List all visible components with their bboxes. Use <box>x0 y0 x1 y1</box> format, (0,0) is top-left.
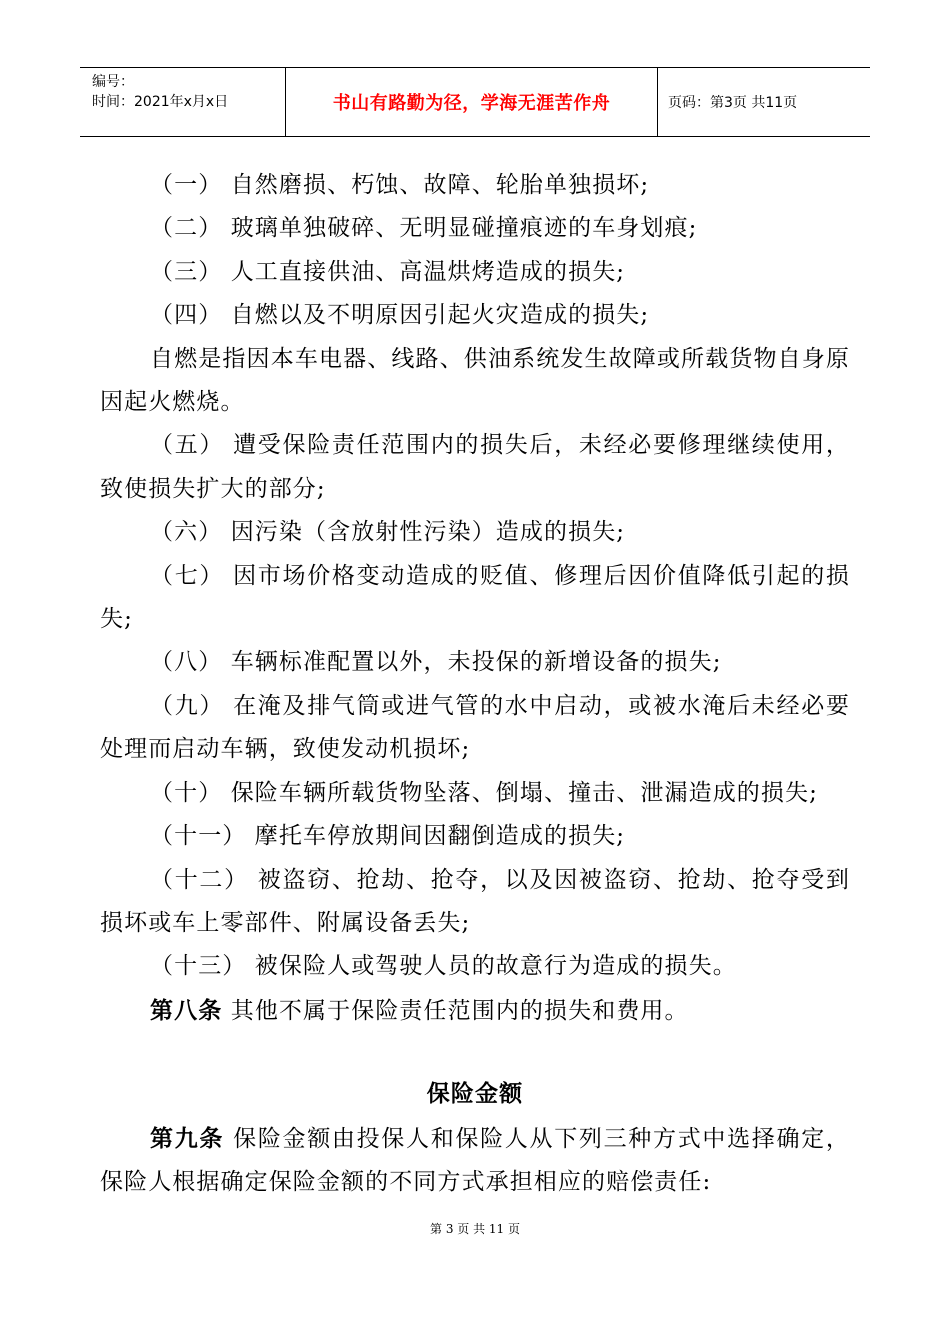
paragraph: （十三） 被保险人或驾驶人员的故意行为造成的损失。 <box>150 953 737 980</box>
paragraph: （八） 车辆标准配置以外，未投保的新增设备的损失; <box>150 649 722 676</box>
header-info <box>80 68 285 136</box>
page-header <box>80 67 870 137</box>
article-8-label: 第八条 <box>150 996 223 1024</box>
section-title: 保险金额 <box>426 1081 524 1108</box>
header-page-label: 页码：第3页 共11页 <box>668 95 798 111</box>
page-footer: 第 3 页 共 11 页 <box>430 1222 520 1236</box>
document-body <box>100 164 850 1204</box>
paragraph: （一） 自然磨损、朽蚀、故障、轮胎单独损坏; <box>150 172 650 198</box>
paragraph: （三） 人工直接供油、高温烘烤造成的损失; <box>150 258 626 285</box>
paragraph: 自燃是指因本车电器、线路、供油系统发生故障或所载货物自身原因起火燃烧。 <box>100 345 850 416</box>
date-label: 时间：2021年x月x日 <box>92 94 229 110</box>
paragraph: （十一） 摩托车停放期间因翻倒造成的损失; <box>150 823 626 850</box>
header-motto: 书山有路勤为径，学海无涯苦作舟 <box>285 68 658 136</box>
paragraph: （四） 自燃以及不明原因引起火灾造成的损失; <box>150 302 650 329</box>
article-8 <box>100 989 850 1033</box>
paragraph: （六） 因污染（含放射性污染）造成的损失; <box>150 519 626 546</box>
paragraph: （十） 保险车辆所载货物坠落、倒塌、撞击、泄漏造成的损失; <box>150 779 818 806</box>
article-8-text: 其他不属于保险责任范围内的损失和费用。 <box>222 997 689 1024</box>
article-9-text: 保险金额由投保人和保险人从下列三种方式中选择确定，保险人根据确定保险金额的不同方式承担相应的赔偿责任: <box>100 1125 850 1195</box>
paragraph: （九） 在淹及排气筒或进气管的水中启动，或被水淹后未经必要处理而启动车辆，致使发动机损坏; <box>100 692 850 763</box>
paragraph: （五） 遭受保险责任范围内的损失后，未经必要修理继续使用，致使损失扩大的部分; <box>100 432 850 502</box>
paragraph: （二） 玻璃单独破碎、无明显碰撞痕迹的车身划痕; <box>150 215 698 242</box>
number-label: 编号： <box>92 74 134 90</box>
paragraph: （七） 因市场价格变动造成的贬值、修理后因价值降低引起的损失; <box>100 562 850 633</box>
article-9 <box>100 1117 850 1205</box>
article-9-label: 第九条 <box>150 1124 225 1152</box>
paragraph: （十二） 被盗窃、抢劫、抢夺，以及因被盗窃、抢劫、抢夺受到损坏或车上零部件、附属设备丢失; <box>100 866 850 936</box>
